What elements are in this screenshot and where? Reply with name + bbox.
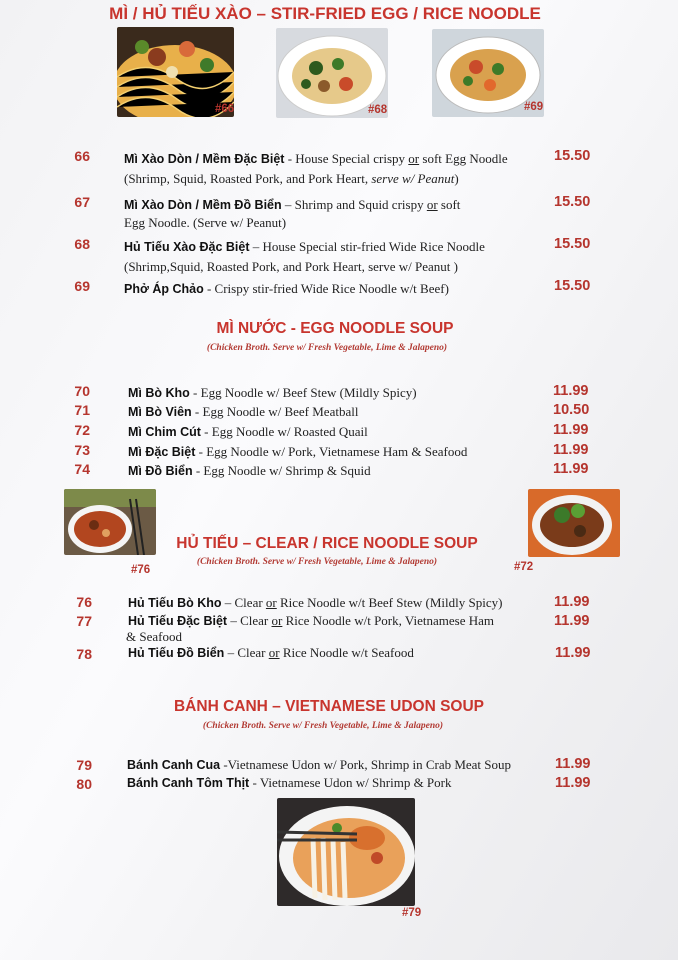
item-description: - Vietnamese Udon w/ Shrimp & Pork: [249, 775, 452, 790]
item-description: - House Special crispy: [284, 151, 409, 166]
item-number: 77: [76, 613, 92, 629]
menu-item-68[interactable]: [124, 238, 485, 256]
item-number: 76: [76, 594, 92, 610]
photo-label-68: #68: [368, 104, 388, 116]
dish-photo-79: [277, 798, 415, 906]
item-price: 11.99: [554, 594, 590, 610]
or-text: or: [265, 595, 277, 610]
menu-item-77[interactable]: [128, 612, 494, 630]
item-name: Mì Chim Cút: [128, 425, 201, 439]
item-description-line2: (Shrimp, Squid, Roasted Pork, and Pork Heart, serve w/ Peanut): [124, 171, 459, 186]
item-description: Rice Noodle w/t Pork, Vietnamese Ham: [282, 613, 494, 628]
menu-item-67[interactable]: [124, 196, 460, 214]
photo-label-66: #66: [215, 103, 235, 115]
item-number: 74: [74, 461, 90, 477]
section-note: (Chicken Broth. Serve w/ Fresh Vegetable, Lime & Jalapeno): [196, 557, 438, 567]
item-number: 66: [74, 148, 90, 164]
photo-label-72: #72: [514, 561, 534, 573]
item-name: Mì Bò Viên: [128, 405, 192, 419]
item-name: Hủ Tiếu Đặc Biệt: [128, 614, 228, 628]
photo-label-69: #69: [524, 101, 544, 113]
section-title-egg-noodle-soup: MÌ NƯỚC - EGG NOODLE SOUP: [216, 320, 454, 337]
item-number: 70: [74, 383, 90, 399]
item-price: 15.50: [554, 148, 591, 164]
item-description-line2: (Shrimp,Squid, Roasted Pork, and Pork Heart, serve w/ Peanut ): [124, 259, 458, 274]
or-text: or: [271, 613, 283, 628]
item-name: Mì Đồ Biển: [128, 464, 193, 478]
section-title-stir-fried: MÌ / HỦ TIẾU XÀO – STIR-FRIED EGG / RICE NOODLE: [109, 4, 541, 23]
menu-item-78[interactable]: [128, 644, 414, 662]
item-number: 73: [74, 442, 90, 458]
or-text: or: [426, 197, 438, 212]
menu-item-79[interactable]: [127, 756, 511, 774]
item-description: – Clear: [227, 613, 272, 628]
item-name: Mì Đặc Biệt: [128, 445, 196, 459]
item-price: 11.99: [553, 442, 589, 458]
item-price: 15.50: [554, 236, 591, 252]
section-note: (Chicken Broth. Serve w/ Fresh Vegetable, Lime & Jalapeno): [206, 343, 448, 353]
item-description: Rice Noodle w/t Seafood: [279, 645, 414, 660]
item-number: 72: [74, 422, 90, 438]
or-text: or: [408, 151, 420, 166]
item-description-line2: & Seafood: [126, 629, 182, 644]
menu-item-72[interactable]: [128, 423, 368, 441]
item-description: – Clear: [224, 645, 269, 660]
item-name: Mì Xào Dòn / Mềm Đồ Biển: [124, 198, 282, 212]
or-text: or: [268, 645, 280, 660]
item-name: Bánh Canh Cua: [127, 758, 221, 772]
item-description: – House Special stir-fried Wide Rice Noodle: [249, 239, 485, 254]
section-note: (Chicken Broth. Serve w/ Fresh Vegetable, Lime & Jalapeno): [202, 721, 444, 731]
item-price: 11.99: [555, 756, 591, 772]
photo-label-76: #76: [131, 564, 151, 576]
item-name: Hủ Tiếu Đồ Biển: [128, 646, 225, 660]
item-price: 15.50: [554, 194, 591, 210]
item-description: -Vietnamese Udon w/ Pork, Shrimp in Crab Meat Soup: [220, 757, 512, 772]
item-description: - Egg Noodle w/ Pork, Vietnamese Ham & Seafood: [195, 444, 468, 459]
section-title-udon-soup: BÁNH CANH – VIETNAMESE UDON SOUP: [173, 698, 485, 715]
item-number: 78: [76, 646, 92, 662]
item-description: - Egg Noodle w/ Shrimp & Squid: [192, 463, 371, 478]
item-number: 80: [76, 776, 92, 792]
item-description: – Shrimp and Squid crispy: [281, 197, 427, 212]
item-number: 67: [74, 194, 90, 210]
menu-item-73[interactable]: [128, 443, 467, 461]
item-name: Hủ Tiếu Xào Đặc Biệt: [124, 240, 250, 254]
menu-item-69[interactable]: [124, 280, 449, 298]
item-description: soft Egg Noodle: [419, 151, 508, 166]
item-price: 11.99: [555, 775, 591, 791]
item-price: 15.50: [554, 278, 591, 294]
menu-item-76[interactable]: [128, 594, 502, 612]
item-description: - Crispy stir-fried Wide Rice Noodle w/t Beef): [203, 281, 449, 296]
item-number: 79: [76, 757, 92, 773]
item-price: 11.99: [553, 461, 589, 477]
menu-item-74[interactable]: [128, 462, 371, 480]
item-name: Bánh Canh Tôm Thịt: [127, 776, 250, 790]
item-price: 11.99: [553, 422, 589, 438]
item-description: - Egg Noodle w/ Beef Meatball: [191, 404, 359, 419]
section-title-rice-noodle-soup: HỦ TIẾU – CLEAR / RICE NOODLE SOUP: [176, 535, 478, 552]
item-number: 68: [74, 236, 90, 252]
item-description: - Egg Noodle w/ Beef Stew (Mildly Spicy): [189, 385, 417, 400]
item-description: – Clear: [221, 595, 266, 610]
item-name: Mì Xào Dòn / Mềm Đặc Biệt: [124, 152, 285, 166]
menu-item-80[interactable]: [127, 774, 452, 792]
item-name: Mì Bò Kho: [128, 386, 190, 400]
item-price: 10.50: [553, 402, 590, 418]
udon-soup-image: [277, 798, 415, 906]
item-name: Hủ Tiếu Bò Kho: [128, 596, 222, 610]
menu-item-70[interactable]: [128, 384, 417, 402]
item-number: 69: [74, 278, 90, 294]
menu-item-71[interactable]: [128, 403, 358, 421]
item-description: soft: [437, 197, 461, 212]
menu-item-66[interactable]: [124, 150, 508, 168]
item-price: 11.99: [553, 383, 589, 399]
item-number: 71: [74, 402, 90, 418]
item-description-line2: Egg Noodle. (Serve w/ Peanut): [124, 215, 287, 230]
item-price: 11.99: [554, 613, 590, 629]
item-description: Rice Noodle w/t Beef Stew (Mildly Spicy): [276, 595, 503, 610]
item-description: - Egg Noodle w/ Roasted Quail: [200, 424, 368, 439]
photo-label-79: #79: [402, 907, 422, 919]
item-name: Phở Áp Chảo: [124, 282, 204, 296]
item-price: 11.99: [555, 645, 591, 661]
